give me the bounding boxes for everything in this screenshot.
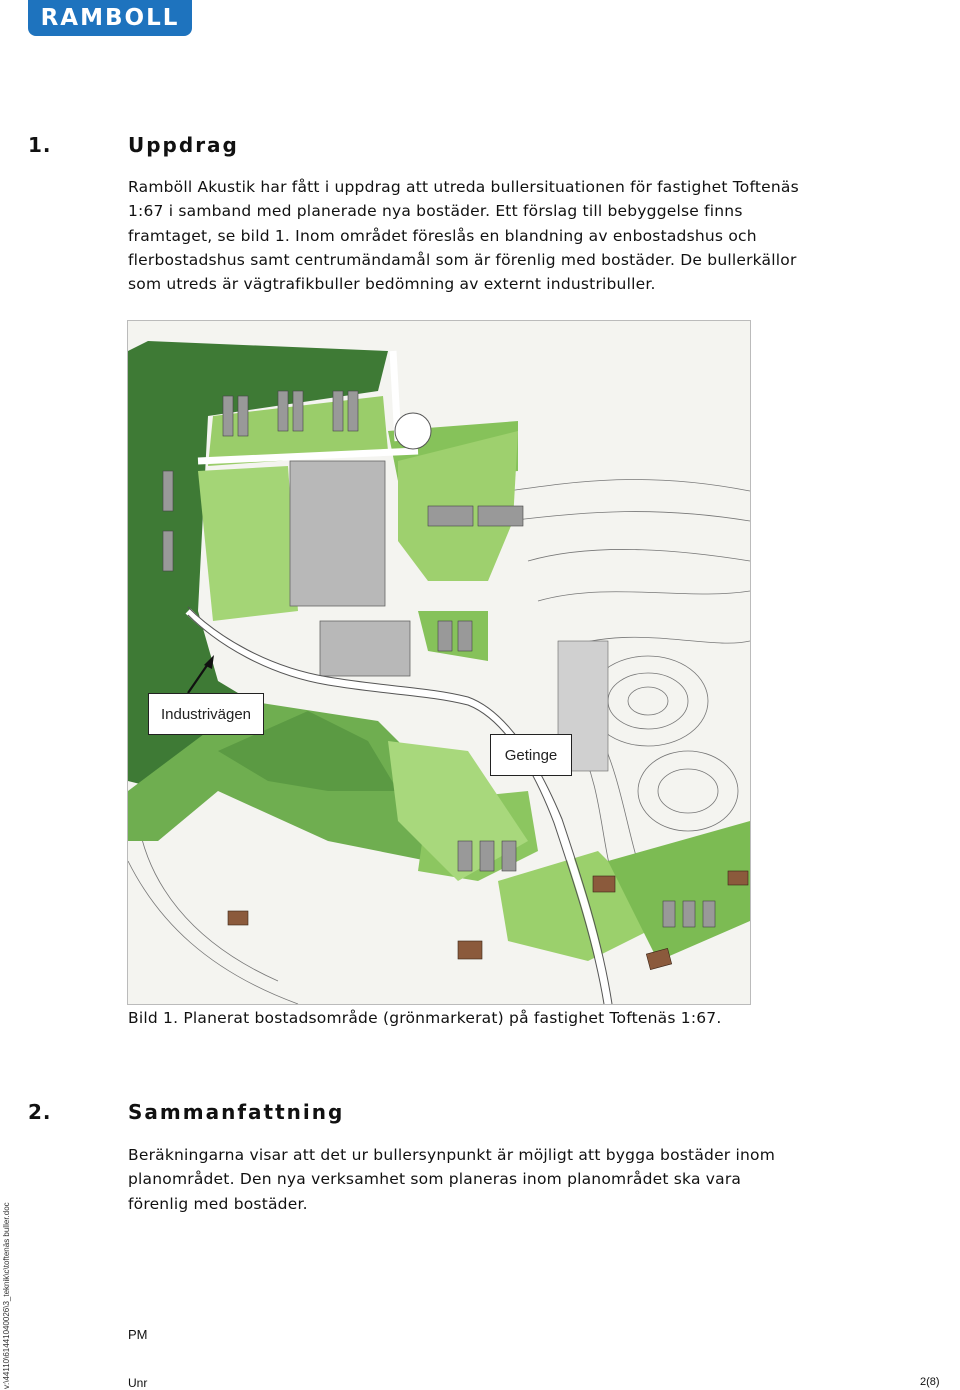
section-1-title: Uppdrag (128, 133, 239, 157)
section-2-paragraph: Beräkningarna visar att det ur bullersynpunkt är möjligt att bygga bostäder inom planområdet. Den nya verksamhet som planeras inom planområdet ska vara förenlig med bostäder. (128, 1146, 776, 1213)
site-plan-figure (127, 320, 751, 1005)
footer-unr: Unr (128, 1376, 148, 1390)
section-2-title: Sammanfattning (128, 1100, 345, 1124)
ramboll-logo (28, 0, 192, 36)
site-plan-map (128, 321, 750, 1004)
logo-text: RAMBOLL (40, 5, 180, 31)
page-number: 2(8) (920, 1376, 940, 1388)
footer-pm: PM (128, 1327, 148, 1342)
section-2-number: 2. (28, 1100, 52, 1124)
label-getinge: Getinge (490, 734, 572, 776)
label-industrivagen: Industrivägen (148, 693, 264, 735)
section-1-paragraph: Ramböll Akustik har fått i uppdrag att utreda bullersituationen för fastighet Toftenäs 1:67 i samband med planerade nya bostäder. Ett förslag till bebyggelse finns framtaget, se bild 1. Inom området föreslås en blandning av enbostadshus och flerbostadshus samt centrumändamål som är förenlig med bostäder. De bullerkällor som utreds är vägtrafikbuller bedömning av externt industribuller. (128, 178, 799, 294)
figure-caption: Bild 1. Planerat bostadsområde (grönmarkerat) på fastighet Toftenäs 1:67. (128, 1009, 722, 1027)
file-path: v:\44110\61441040026\3_teknik\c\toftenäs buller.doc (2, 1202, 11, 1389)
section-1-number: 1. (28, 133, 52, 157)
